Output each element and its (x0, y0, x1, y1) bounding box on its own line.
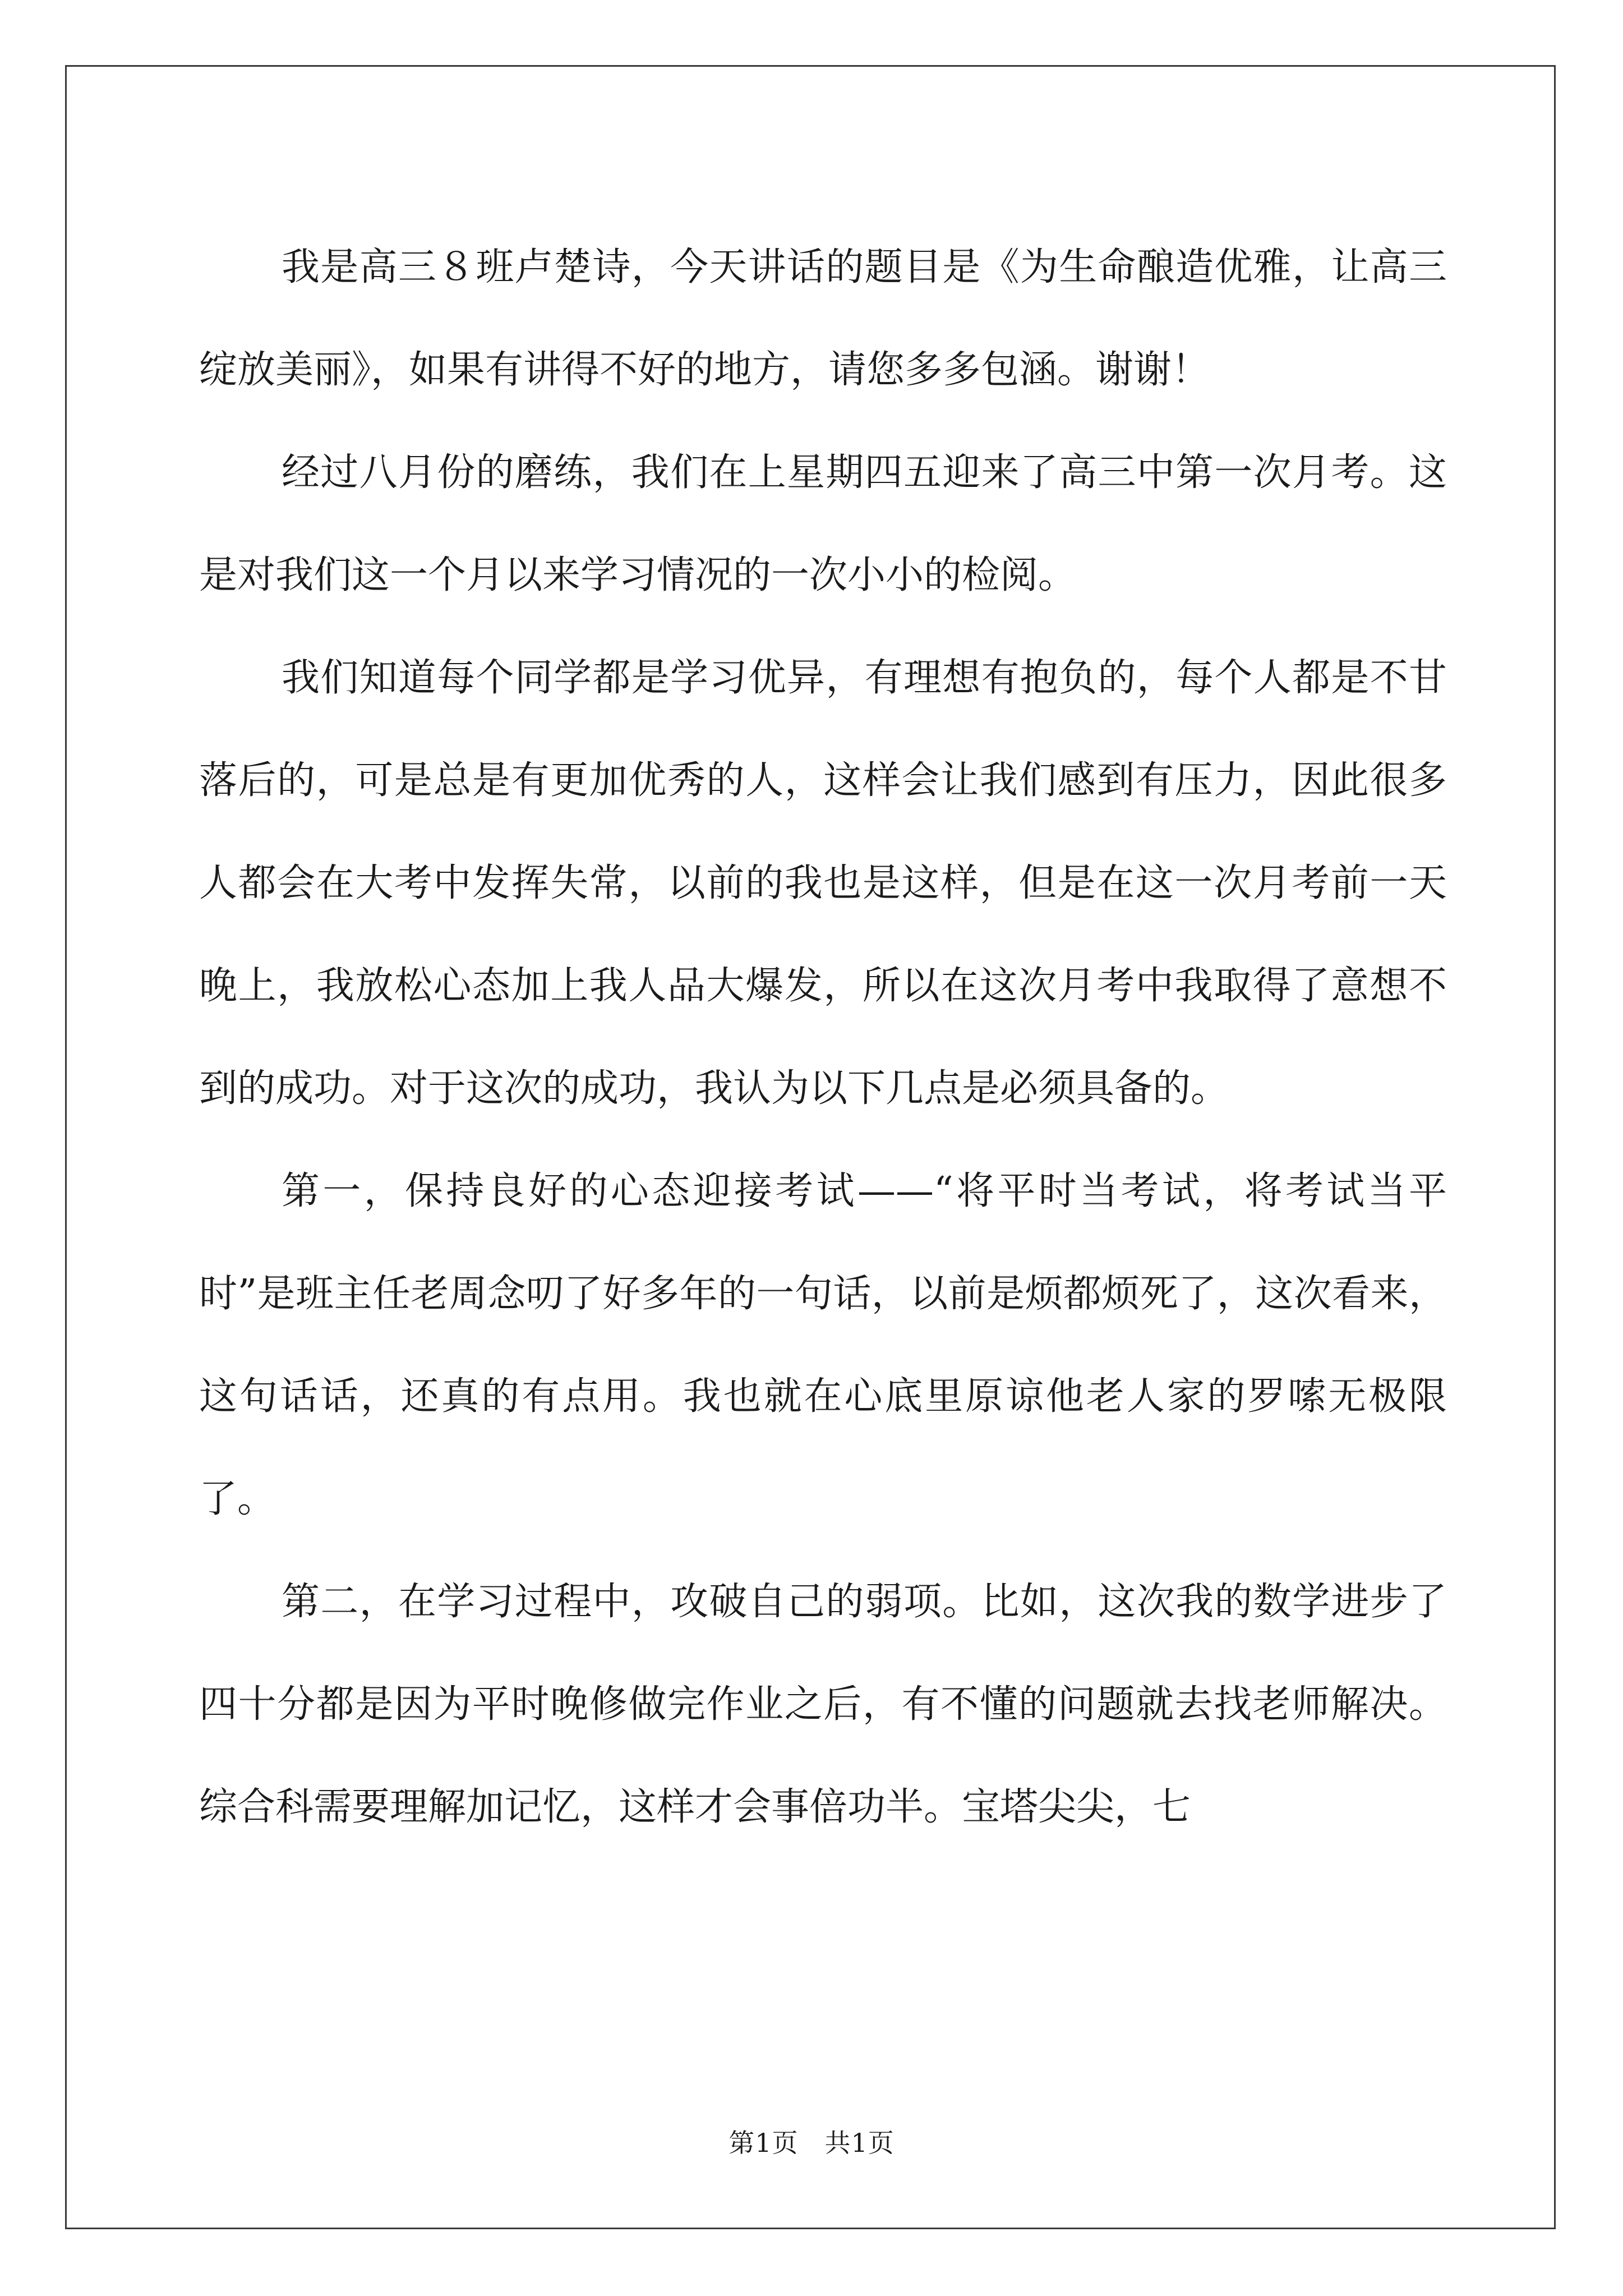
document-body (199, 216, 1447, 1858)
paragraph-point-one: 第一，保持良好的心态迎接考试——“将平时当考试，将考试当平时”是班主任老周念叨了好多年的一句话，以前是烦都烦死了，这次看来，这句话话，还真的有点用。我也就在心底里原谅他老人家的罗嗦无极限了。 (199, 1169, 1447, 1521)
page-number: 第1页 共1页 (728, 2128, 895, 2158)
paragraph-pressure: 我们知道每个同学都是学习优异，有理想有抱负的，每个人都是不甘落后的，可是总是有更加优秀的人，这样会让我们感到有压力，因此很多人都会在大考中发挥失常，以前的我也是这样，但是在这一次月考前一天晚上，我放松心态加上我人品大爆发，所以在这次月考中我取得了意想不到的成功。对于这次的成功，我认为以下几点是必须具备的。 (199, 656, 1447, 1111)
paragraph-monthly-exam: 经过八月份的磨练，我们在上星期四五迎来了高三中第一次月考。这是对我们这一个月以来学习情况的一次小小的检阅。 (199, 450, 1447, 597)
paragraph-intro: 我是高三８班卢楚诗，今天讲话的题目是《为生命酿造优雅，让高三绽放美丽》，如果有讲得不好的地方，请您多多包涵。谢谢！ (199, 245, 1447, 392)
paragraph-point-two: 第二，在学习过程中，攻破自己的弱项。比如，这次我的数学进步了四十分都是因为平时晚修做完作业之后，有不懂的问题就去找老师解决。综合科需要理解加记忆，这样才会事倍功半。宝塔尖尖，七 (199, 1580, 1447, 1829)
